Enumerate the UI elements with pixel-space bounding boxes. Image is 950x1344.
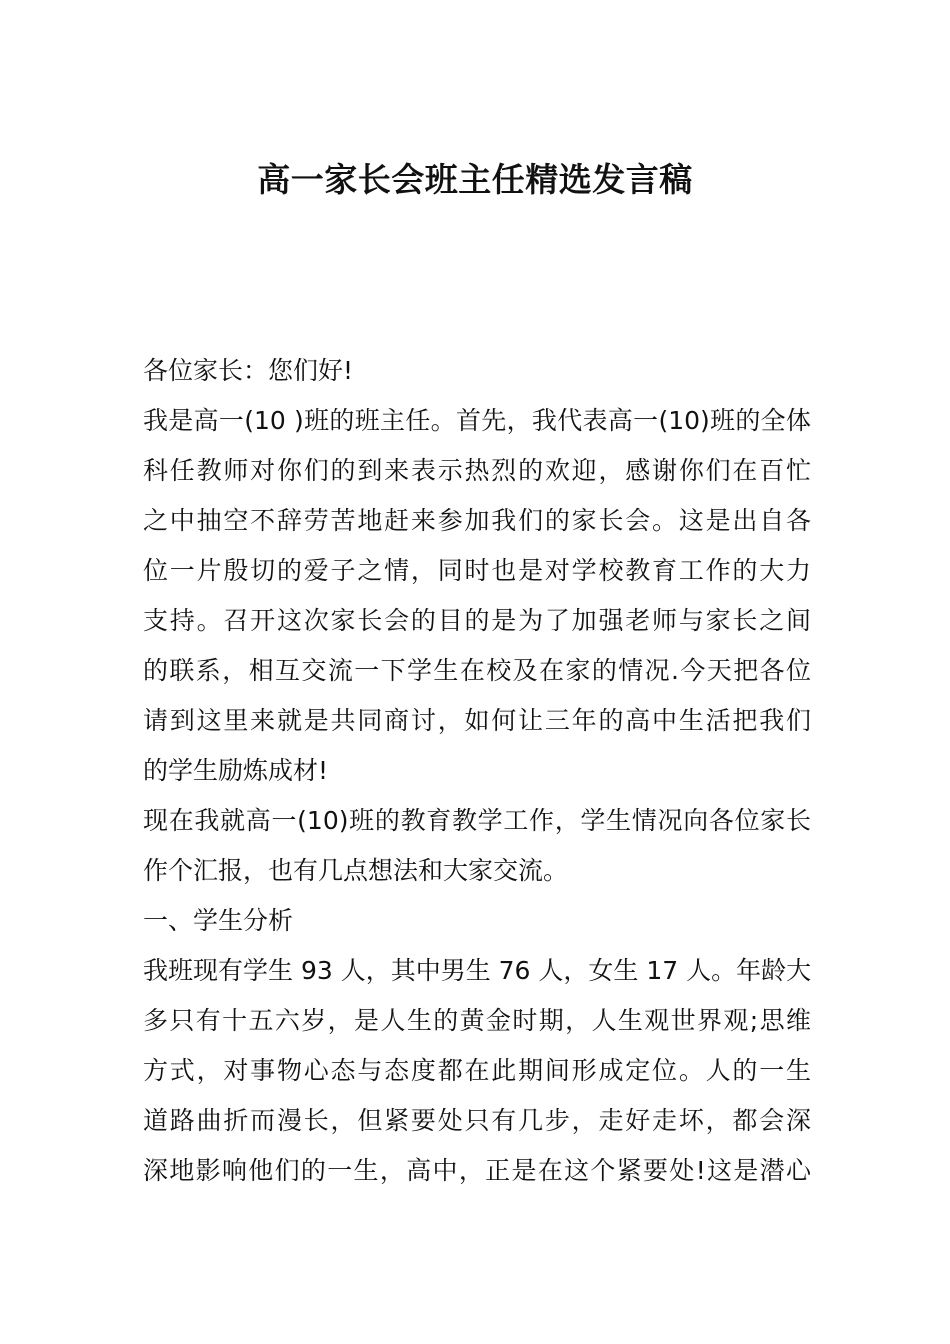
greeting-line: 各位家长：您们好! [143, 356, 354, 385]
paragraph-line: 的学生励炼成材! [143, 756, 329, 785]
document-body [143, 346, 811, 1196]
paragraph-line: 的联系，相互交流一下学生在校及在家的情况.今天把各位 [143, 656, 811, 685]
paragraph-line: 我班现有学生 93 人，其中男生 76 人，女生 17 人。年龄大 [143, 956, 811, 985]
paragraph-line: 之中抽空不辞劳苦地赶来参加我们的家长会。这是出自各 [143, 506, 811, 535]
paragraph-line: 位一片殷切的爱子之情，同时也是对学校教育工作的大力 [143, 556, 811, 585]
paragraph-line: 我是高一(10 )班的班主任。首先，我代表高一(10)班的全体 [143, 406, 811, 435]
paragraph-line: 方式，对事物心态与态度都在此期间形成定位。人的一生 [143, 1056, 811, 1085]
paragraph-line: 请到这里来就是共同商讨，如何让三年的高中生活把我们 [143, 706, 811, 735]
paragraph-line: 多只有十五六岁，是人生的黄金时期，人生观世界观;思维 [143, 1006, 811, 1035]
paragraph-line: 作个汇报，也有几点想法和大家交流。 [143, 856, 569, 885]
paragraph-line: 深地影响他们的一生，高中，正是在这个紧要处!这是潜心 [143, 1156, 811, 1185]
paragraph-line: 现在我就高一(10)班的教育教学工作，学生情况向各位家长 [143, 806, 811, 835]
paragraph-line: 科任教师对你们的到来表示热烈的欢迎，感谢你们在百忙 [143, 456, 811, 485]
section-heading: 一、学生分析 [143, 906, 294, 935]
paragraph-line: 道路曲折而漫长，但紧要处只有几步，走好走坏，都会深 [143, 1106, 811, 1135]
paragraph-line: 支持。召开这次家长会的目的是为了加强老师与家长之间 [143, 606, 811, 635]
document-title: 高一家长会班主任精选发言稿 [257, 160, 693, 199]
